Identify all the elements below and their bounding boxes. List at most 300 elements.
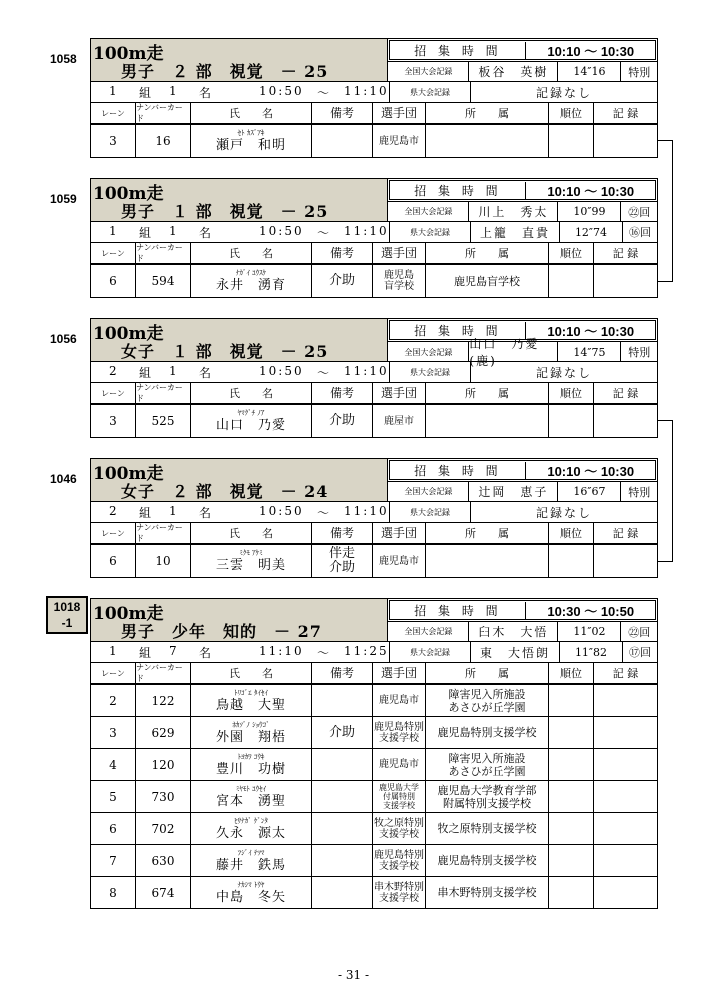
prefectural-record-label: 県大会記録 <box>390 82 471 102</box>
national-record-extra: ㉒回 <box>628 625 651 639</box>
call-time-value: 10:10 ～ 10:30 <box>547 183 635 199</box>
group-start-time: 10:50 <box>259 363 304 378</box>
header-record: 記 録 <box>612 107 639 120</box>
national-record-row <box>388 201 657 221</box>
national-record-label: 全国大会記録 <box>388 622 469 641</box>
event-title-area <box>90 458 387 502</box>
header-affiliation: 所 属 <box>426 103 549 123</box>
athlete-name: 久永 源太 <box>215 825 286 841</box>
group-time-separator: ～ <box>316 365 331 380</box>
table-row <box>90 813 658 845</box>
lane-cell: 6 <box>91 813 136 844</box>
records-area <box>387 458 658 502</box>
event-header <box>90 318 658 368</box>
affiliation-cell: 鹿児島特別支援学校 <box>426 845 549 876</box>
header-note: 備考 <box>312 103 373 123</box>
prefectural-record-row <box>390 362 657 382</box>
call-time-value: 10:10 ～ 10:30 <box>547 323 635 339</box>
event-name: 100m走 <box>93 184 164 204</box>
group-heat-label: 組 <box>139 505 154 520</box>
prefectural-record-row <box>390 502 657 522</box>
group-time-separator: ～ <box>316 225 331 240</box>
event-header <box>90 598 658 642</box>
group-end-time: 11:10 <box>344 83 389 98</box>
athlete-name: 瀬戸 和明 <box>215 138 286 153</box>
prefectural-record-extra: ⑯回 <box>629 226 651 239</box>
header-record: 記 録 <box>612 387 639 400</box>
table-header <box>90 103 658 125</box>
group-end-time: 11:10 <box>344 223 389 238</box>
prefectural-record <box>390 82 657 102</box>
affiliation-cell <box>426 125 549 157</box>
team-cell: 鹿児島市 <box>373 749 426 780</box>
group-time-separator: ～ <box>316 85 331 100</box>
national-record-holder: 辻岡 恵子 <box>469 482 558 501</box>
event-title-area <box>90 178 387 222</box>
athlete-kana: ﾔﾏｸﾞﾁ ﾉｱ <box>237 409 265 417</box>
group-row <box>90 82 658 103</box>
athlete-kana: ﾅｶｼﾏ ﾄｳﾔ <box>237 880 265 889</box>
header-lane: レーン <box>91 663 136 683</box>
call-time-value: 10:30 ～ 10:50 <box>547 603 635 619</box>
record-cell[interactable] <box>594 405 657 437</box>
rank-cell[interactable] <box>549 845 594 876</box>
athlete-kana: ﾅｶﾞｲ ﾕｳｽｹ <box>235 269 267 277</box>
header-lane: レーン <box>91 243 136 263</box>
affiliation-cell <box>426 545 549 577</box>
lane-cell: 2 <box>91 685 136 716</box>
group-info <box>91 82 390 102</box>
header-record: 記 録 <box>612 247 639 260</box>
group-info-text <box>91 644 389 661</box>
call-time-row <box>389 180 656 200</box>
event-name: 100m走 <box>93 464 164 484</box>
affiliation-cell: 鹿児島大学教育学部 附属特別支援学校 <box>426 781 549 812</box>
national-record-row <box>388 61 657 81</box>
lane-cell: 4 <box>91 749 136 780</box>
bib-cell: 730 <box>136 781 191 812</box>
athlete-name-cell <box>191 813 312 844</box>
event-block <box>90 598 658 909</box>
record-cell[interactable] <box>594 877 657 908</box>
call-time-row <box>389 460 656 480</box>
group-end-time: 11:25 <box>344 643 389 658</box>
lane-cell: 5 <box>91 781 136 812</box>
table-row <box>90 781 658 813</box>
athlete-name-cell <box>191 405 312 437</box>
prefectural-record-text: 記録なし <box>535 365 592 380</box>
prefectural-record-row <box>390 222 657 242</box>
note-cell: 介助 <box>312 405 373 437</box>
table-header <box>90 243 658 265</box>
group-row <box>90 362 658 383</box>
note-cell <box>312 877 373 908</box>
group-end-time: 11:10 <box>344 363 389 378</box>
bib-cell: 10 <box>136 545 191 577</box>
national-record-holder: 板谷 英樹 <box>469 62 558 81</box>
affiliation-cell: 障害児入所施設 あさひが丘学園 <box>426 749 549 780</box>
event-name: 100m走 <box>93 604 164 624</box>
event-category: 男子 １ 部 視覚 － 25 <box>121 202 329 221</box>
event-number: 1046 <box>50 472 77 486</box>
athlete-name: 鳥越 大聖 <box>215 697 286 713</box>
national-record-time: 14″16 <box>558 62 621 81</box>
record-cell[interactable] <box>594 813 657 844</box>
rank-cell[interactable] <box>549 685 594 716</box>
rank-cell[interactable] <box>549 405 594 437</box>
affiliation-cell: 牧之原特別支援学校 <box>426 813 549 844</box>
group-time-separator: ～ <box>316 645 331 660</box>
group-info-text <box>91 84 389 101</box>
call-time-row <box>389 40 656 60</box>
group-count-label: 名 <box>199 505 214 520</box>
header-record: 記 録 <box>612 527 639 540</box>
event-name: 100m走 <box>93 324 164 344</box>
group-count: 1 <box>169 503 179 518</box>
athlete-name-cell <box>191 749 312 780</box>
event-category: 女子 １ 部 視覚 － 25 <box>121 342 329 361</box>
record-cell[interactable] <box>594 685 657 716</box>
lane-cell: 7 <box>91 845 136 876</box>
group-heat: 2 <box>109 363 119 378</box>
prefectural-record-text: 記録なし <box>535 85 592 100</box>
national-record-extra: ㉒回 <box>628 205 651 219</box>
group-count: 1 <box>169 223 179 238</box>
event-category: 女子 ２ 部 視覚 － 24 <box>121 482 329 501</box>
record-cell[interactable] <box>594 265 657 297</box>
header-affiliation: 所 属 <box>426 663 549 683</box>
group-heat: 1 <box>109 643 119 658</box>
bracket-connector <box>658 140 673 282</box>
national-record-row <box>388 621 657 641</box>
lane-cell: 8 <box>91 877 136 908</box>
group-count-label: 名 <box>199 365 214 380</box>
event-title-area <box>90 598 387 642</box>
group-start-time: 10:50 <box>259 223 304 238</box>
team-cell: 鹿児島市 <box>373 125 426 157</box>
national-record-time: 11″02 <box>558 622 621 641</box>
header-bib: ナンバーカード <box>136 383 191 403</box>
national-record-time: 16″67 <box>558 482 621 501</box>
header-affiliation: 所 属 <box>426 243 549 263</box>
prefectural-record-label: 県大会記録 <box>390 642 471 662</box>
note-cell <box>312 781 373 812</box>
header-rank: 順位 <box>549 663 594 683</box>
group-info-text <box>91 504 389 521</box>
header-team: 選手団 <box>373 383 426 403</box>
table-row <box>90 545 658 578</box>
event-name: 100m走 <box>93 44 164 64</box>
bib-cell: 16 <box>136 125 191 157</box>
header-bib: ナンバーカード <box>136 523 191 543</box>
header-note: 備考 <box>312 523 373 543</box>
national-record-extra: 特別 <box>628 65 651 79</box>
rank-cell[interactable] <box>549 877 594 908</box>
national-record-row <box>388 337 657 368</box>
national-record-holder: 山口 乃愛(鹿) <box>469 342 558 362</box>
affiliation-cell: 鹿児島特別支援学校 <box>426 717 549 748</box>
header-bib: ナンバーカード <box>136 663 191 683</box>
event-title-area <box>90 318 387 362</box>
record-cell[interactable] <box>594 749 657 780</box>
call-time-row <box>389 600 656 620</box>
athlete-name-cell <box>191 877 312 908</box>
group-heat-label: 組 <box>139 225 154 240</box>
group-info <box>91 362 390 382</box>
athlete-name: 外園 翔梧 <box>215 729 286 745</box>
national-record-time: 10″99 <box>558 202 621 221</box>
athlete-name: 藤井 鉄馬 <box>215 857 286 873</box>
athlete-name: 山口 乃愛 <box>215 418 286 433</box>
call-time-label: 招 集 時 間 <box>390 462 526 479</box>
event-number: 1056 <box>50 332 77 346</box>
records-area <box>387 38 658 82</box>
national-record-row <box>388 481 657 501</box>
bib-cell: 594 <box>136 265 191 297</box>
header-bib: ナンバーカード <box>136 103 191 123</box>
event-block <box>90 38 658 158</box>
prefectural-record-holder: 東 大悟朗 <box>471 642 560 662</box>
athlete-name-cell <box>191 265 312 297</box>
group-start-time: 10:50 <box>259 83 304 98</box>
group-heat-label: 組 <box>139 85 154 100</box>
team-cell: 牧之原特別 支援学校 <box>373 813 426 844</box>
lane-cell: 3 <box>91 405 136 437</box>
header-team: 選手団 <box>373 243 426 263</box>
group-count: 1 <box>169 363 179 378</box>
record-cell[interactable] <box>594 545 657 577</box>
group-info-text <box>91 224 389 241</box>
event-block <box>90 178 658 298</box>
national-record-extra: 特別 <box>628 485 651 499</box>
athlete-kana: ﾐﾔﾓﾄ ﾕｳｾｲ <box>235 784 267 793</box>
lane-cell: 6 <box>91 265 136 297</box>
header-team: 選手団 <box>373 103 426 123</box>
table-header <box>90 383 658 405</box>
group-start-time: 10:50 <box>259 503 304 518</box>
athlete-kana: ﾄﾖｶﾜ ｺｳｷ <box>237 752 265 761</box>
table-header <box>90 663 658 685</box>
records-area <box>387 598 658 642</box>
group-heat: 2 <box>109 503 119 518</box>
prefectural-record-label: 県大会記録 <box>390 222 471 242</box>
header-note: 備考 <box>312 383 373 403</box>
group-row <box>90 502 658 523</box>
event-number: 1018 -1 <box>46 596 88 634</box>
group-info <box>91 502 390 522</box>
group-info <box>91 222 390 242</box>
call-time-value: 10:10 ～ 10:30 <box>547 43 635 59</box>
prefectural-record-time: 12″74 <box>560 222 623 242</box>
rank-cell[interactable] <box>549 265 594 297</box>
lane-cell: 6 <box>91 545 136 577</box>
header-affiliation: 所 属 <box>426 523 549 543</box>
page-number: - 31 - <box>337 968 369 982</box>
header-name: 氏 名 <box>191 243 312 263</box>
athlete-name: 三雲 明美 <box>215 558 286 573</box>
team-cell: 鹿児島特別 支援学校 <box>373 845 426 876</box>
header-team: 選手団 <box>373 523 426 543</box>
prefectural-record-label: 県大会記録 <box>390 362 471 382</box>
header-rank: 順位 <box>549 243 594 263</box>
rank-cell[interactable] <box>549 749 594 780</box>
record-cell[interactable] <box>594 781 657 812</box>
record-cell[interactable] <box>594 845 657 876</box>
call-time-label: 招 集 時 間 <box>390 602 526 619</box>
call-time-label: 招 集 時 間 <box>390 322 526 339</box>
header-bib: ナンバーカード <box>136 243 191 263</box>
table-header <box>90 523 658 545</box>
athlete-name-cell <box>191 717 312 748</box>
athlete-kana: ﾎｶｿﾞﾉ ｼｮｳｺﾞ <box>232 720 270 729</box>
event-number: 1058 <box>50 52 77 66</box>
prefectural-record <box>390 502 657 522</box>
bib-cell: 674 <box>136 877 191 908</box>
bib-cell: 122 <box>136 685 191 716</box>
table-row <box>90 877 658 909</box>
bib-cell: 629 <box>136 717 191 748</box>
rank-cell[interactable] <box>549 545 594 577</box>
affiliation-cell <box>426 405 549 437</box>
event-block <box>90 318 658 438</box>
group-time-separator: ～ <box>316 505 331 520</box>
records-area <box>387 318 658 368</box>
header-name: 氏 名 <box>191 523 312 543</box>
prefectural-record-time: 11″82 <box>560 642 623 662</box>
note-cell <box>312 749 373 780</box>
national-record-label: 全国大会記録 <box>388 202 469 221</box>
bib-cell: 702 <box>136 813 191 844</box>
national-record-label: 全国大会記録 <box>388 482 469 501</box>
national-record-time: 14″75 <box>558 342 621 362</box>
prefectural-record-holder: 上籠 直貴 <box>471 222 560 242</box>
record-cell[interactable] <box>594 125 657 157</box>
table-row <box>90 265 658 298</box>
affiliation-cell: 障害児入所施設 あさひが丘学園 <box>426 685 549 716</box>
header-lane: レーン <box>91 523 136 543</box>
group-count-label: 名 <box>199 225 214 240</box>
affiliation-cell: 串木野特別支援学校 <box>426 877 549 908</box>
event-number: 1059 <box>50 192 77 206</box>
event-title-area <box>90 38 387 82</box>
athlete-kana: ｾﾄ ｶｽﾞｱｷ <box>237 129 265 137</box>
team-cell: 串木野特別 支援学校 <box>373 877 426 908</box>
prefectural-record-row <box>390 82 657 102</box>
group-info-text <box>91 364 389 381</box>
header-name: 氏 名 <box>191 663 312 683</box>
team-cell: 鹿児島特別 支援学校 <box>373 717 426 748</box>
bib-cell: 630 <box>136 845 191 876</box>
header-affiliation: 所 属 <box>426 383 549 403</box>
table-row <box>90 845 658 877</box>
lane-cell: 3 <box>91 125 136 157</box>
bracket-connector <box>658 420 673 562</box>
team-cell: 鹿児島大学 付属特別 支援学校 <box>373 781 426 812</box>
note-cell: 介助 <box>312 265 373 297</box>
header-rank: 順位 <box>549 103 594 123</box>
athlete-name-cell <box>191 781 312 812</box>
table-row <box>90 717 658 749</box>
athlete-kana: ﾋｻﾅｶﾞ ｹﾞﾝﾀ <box>234 816 268 825</box>
national-record-holder: 川上 秀太 <box>469 202 558 221</box>
note-cell: 介助 <box>312 717 373 748</box>
athlete-name-cell <box>191 545 312 577</box>
athlete-kana: ﾌｼﾞｲ ﾃﾂﾏ <box>237 848 265 857</box>
group-count: 1 <box>169 83 179 98</box>
group-count: 7 <box>169 643 179 658</box>
athlete-name-cell <box>191 845 312 876</box>
group-heat: 1 <box>109 83 119 98</box>
event-header <box>90 458 658 502</box>
athlete-name-cell <box>191 685 312 716</box>
event-category: 男子 少年 知的 － 27 <box>121 622 322 641</box>
rank-cell[interactable] <box>549 781 594 812</box>
rank-cell[interactable] <box>549 813 594 844</box>
team-cell: 鹿児島市 <box>373 685 426 716</box>
group-row <box>90 642 658 663</box>
record-cell[interactable] <box>594 717 657 748</box>
header-name: 氏 名 <box>191 383 312 403</box>
bib-cell: 525 <box>136 405 191 437</box>
lane-cell: 3 <box>91 717 136 748</box>
records-area <box>387 178 658 222</box>
event-header <box>90 178 658 222</box>
national-record-holder: 臼木 大悟 <box>469 622 558 641</box>
national-record-label: 全国大会記録 <box>388 62 469 81</box>
team-cell: 鹿児島市 <box>373 545 426 577</box>
group-start-time: 11:10 <box>259 643 304 658</box>
group-row <box>90 222 658 243</box>
rank-cell[interactable] <box>549 717 594 748</box>
rank-cell[interactable] <box>549 125 594 157</box>
athlete-kana: ﾐｸﾓ ｱｹﾐ <box>239 549 263 557</box>
athlete-kana: ﾄﾘｺﾞｴ ﾀｲｾｲ <box>234 688 268 697</box>
prefectural-record <box>390 222 657 242</box>
group-heat: 1 <box>109 223 119 238</box>
header-rank: 順位 <box>549 383 594 403</box>
affiliation-cell: 鹿児島盲学校 <box>426 265 549 297</box>
group-end-time: 11:10 <box>344 503 389 518</box>
group-info <box>91 642 390 662</box>
call-time-label: 招 集 時 間 <box>390 42 526 59</box>
header-name: 氏 名 <box>191 103 312 123</box>
athlete-name: 永井 湧育 <box>215 278 286 293</box>
call-time-value: 10:10 ～ 10:30 <box>547 463 635 479</box>
team-cell: 鹿屋市 <box>373 405 426 437</box>
prefectural-record-label: 県大会記録 <box>390 502 471 522</box>
group-count-label: 名 <box>199 645 214 660</box>
call-time-label: 招 集 時 間 <box>390 182 526 199</box>
note-cell <box>312 845 373 876</box>
table-row <box>90 405 658 438</box>
prefectural-record <box>390 362 657 382</box>
header-rank: 順位 <box>549 523 594 543</box>
table-row <box>90 749 658 781</box>
athlete-name: 中島 冬矢 <box>215 889 286 905</box>
prefectural-record-text: 記録なし <box>535 505 592 520</box>
header-record: 記 録 <box>612 667 639 680</box>
group-heat-label: 組 <box>139 645 154 660</box>
athlete-name-cell <box>191 125 312 157</box>
table-row <box>90 125 658 158</box>
national-record-extra: 特別 <box>628 346 651 359</box>
header-note: 備考 <box>312 663 373 683</box>
header-lane: レーン <box>91 103 136 123</box>
event-category: 男子 ２ 部 視覚 － 25 <box>121 62 329 81</box>
header-team: 選手団 <box>373 663 426 683</box>
table-row <box>90 685 658 717</box>
header-note: 備考 <box>312 243 373 263</box>
